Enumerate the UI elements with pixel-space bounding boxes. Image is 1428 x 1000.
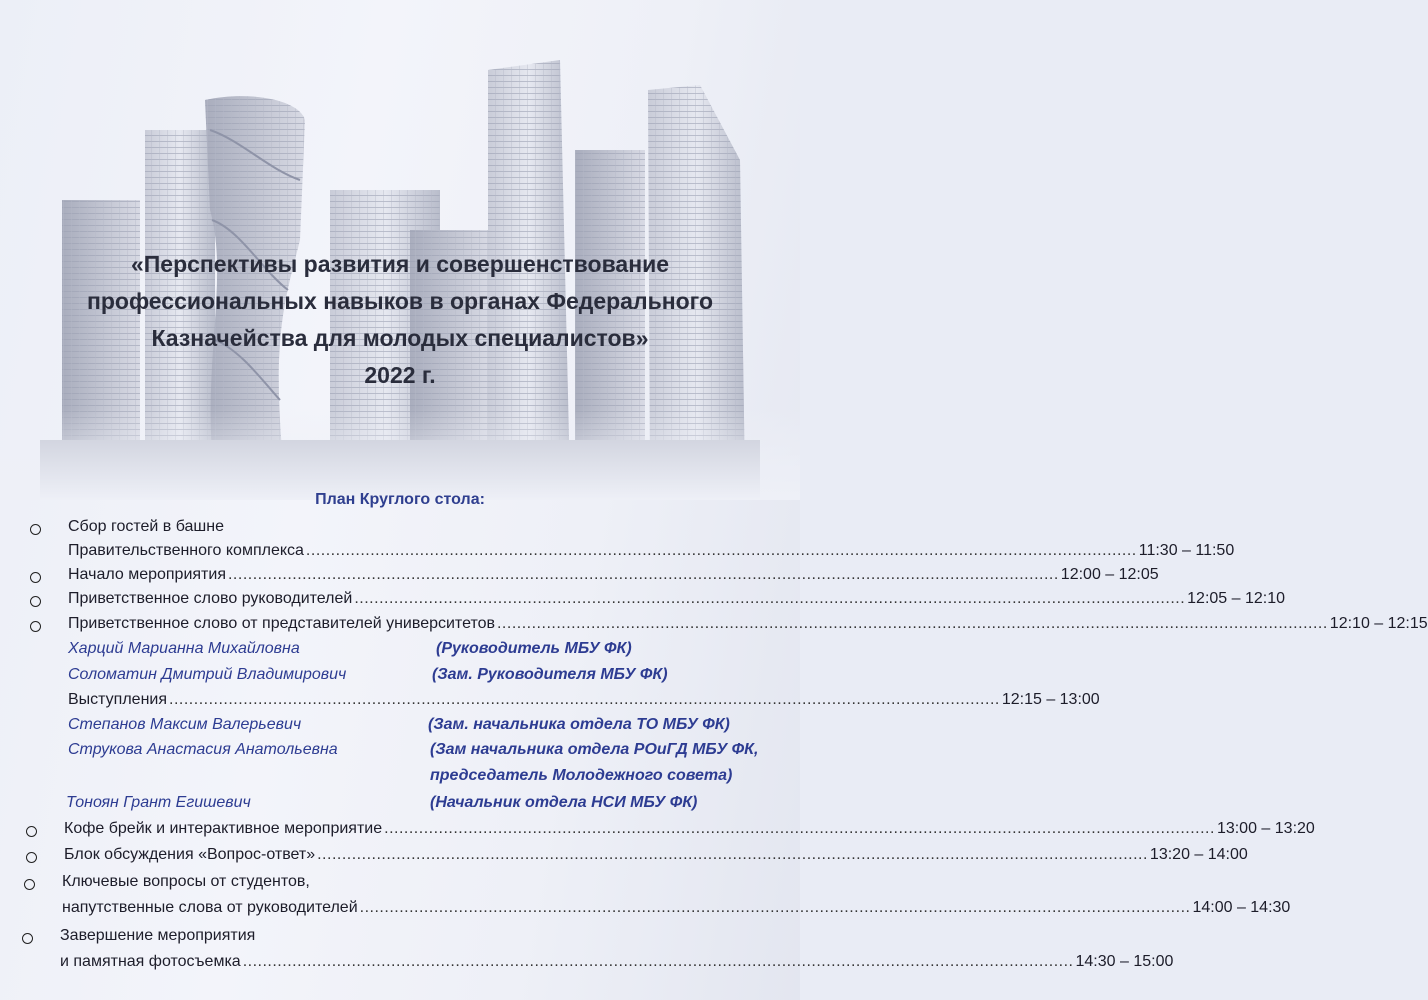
leader-dots: ........................................................................................................................................................................	[317, 846, 1148, 863]
agenda-item-continuation	[0, 899, 1291, 925]
agenda-item	[0, 846, 1248, 872]
bullet-icon	[26, 852, 37, 863]
agenda-time: 12:00 – 12:05	[1060, 566, 1159, 583]
agenda-item-label: Кофе брейк и интерактивное мероприятие	[64, 820, 383, 837]
leader-dots: ........................................................................................................................................................................	[242, 953, 1074, 970]
speaker-row	[0, 741, 800, 767]
plan-heading: План Круглого стола:	[315, 491, 485, 508]
speaker-name: Соломатин Дмитрий Владимирович	[68, 666, 347, 683]
agenda-time: 12:15 – 13:00	[1001, 691, 1100, 708]
speaker-role: (Зам. Руководителя МБУ ФК)	[432, 666, 668, 683]
agenda-item-label: Сбор гостей в башне	[68, 518, 224, 535]
speaker-name: Струкова Анастасия Анатольевна	[68, 741, 338, 758]
bullet-icon	[30, 596, 41, 607]
speaker-role: (Руководитель МБУ ФК)	[436, 640, 632, 657]
agenda-item	[0, 873, 800, 899]
agenda-time: 12:05 – 12:10	[1187, 590, 1286, 607]
agenda-item-label: Блок обсуждения «Вопрос-ответ»	[64, 846, 316, 863]
leader-dots: ........................................................................................................................................................................	[354, 590, 1186, 607]
agenda-time: 11:30 – 11:50	[1138, 542, 1235, 559]
agenda-time: 14:00 – 14:30	[1192, 899, 1291, 916]
speaker-role-continuation	[0, 767, 800, 793]
agenda-item	[0, 590, 1286, 616]
agenda-item-label: и памятная фотосъемка	[60, 953, 241, 970]
bullet-icon	[26, 826, 37, 837]
agenda-item	[0, 615, 1428, 641]
agenda-item	[0, 566, 1159, 592]
bullet-icon	[22, 933, 33, 944]
agenda-item-label: Приветственное слово руководителей	[68, 590, 353, 607]
leader-dots: ........................................................................................................................................................................	[384, 820, 1215, 837]
speaker-row	[0, 716, 800, 742]
agenda-item-continuation	[0, 953, 1174, 979]
leader-dots: ........................................................................................................................................................................	[359, 899, 1191, 916]
bullet-icon	[30, 621, 41, 632]
agenda-item	[0, 518, 800, 544]
speaker-row	[0, 640, 800, 666]
talks-row	[0, 691, 1100, 717]
speaker-name: Харций Марианна Михайловна	[68, 640, 300, 657]
agenda-item-label: Выступления	[68, 691, 168, 708]
leader-dots: ........................................................................................................................................................................	[305, 542, 1137, 559]
speaker-role: (Зам. начальника отдела ТО МБУ ФК)	[428, 716, 730, 733]
speaker-name: Тоноян Грант Егишевич	[66, 794, 251, 811]
title-line-3: Казначейства для молодых специалистов»	[151, 325, 649, 351]
agenda-item-label: Начало мероприятия	[68, 566, 226, 583]
bullet-icon	[30, 572, 41, 583]
speaker-row	[0, 794, 800, 820]
speaker-role: (Зам начальника отдела РОиГД МБУ ФК,	[430, 741, 759, 758]
agenda-item-label: напутственные слова от руководителей	[62, 899, 358, 916]
bullet-icon	[24, 879, 35, 890]
agenda-item-continuation	[0, 542, 1235, 568]
speaker-name: Степанов Максим Валерьевич	[68, 716, 302, 733]
speaker-row	[0, 666, 800, 692]
speaker-role: (Начальник отдела НСИ МБУ ФК)	[430, 794, 698, 811]
leader-dots: ........................................................................................................................................................................	[496, 615, 1328, 632]
agenda-item-label: Правительственного комплекса	[68, 542, 304, 559]
title-line-1: «Перспективы развития и совершенствование	[130, 251, 670, 277]
event-title	[40, 246, 760, 394]
agenda-item-label: Завершение мероприятия	[60, 927, 256, 944]
agenda-time: 13:20 – 14:00	[1149, 846, 1248, 863]
title-year: 2022 г.	[364, 362, 436, 388]
agenda-item-label: Ключевые вопросы от студентов,	[62, 873, 310, 890]
agenda-time: 14:30 – 15:00	[1075, 953, 1174, 970]
title-line-2: профессиональных навыков в органах Федерального	[86, 288, 713, 314]
agenda-item-label: Приветственное слово от представителей университетов	[68, 615, 495, 632]
leader-dots: ........................................................................................................................................................................	[169, 691, 1000, 708]
agenda-time: 13:00 – 13:20	[1216, 820, 1315, 837]
speaker-role: председатель Молодежного совета)	[430, 767, 733, 784]
agenda-time: 12:10 – 12:15	[1329, 615, 1428, 632]
bullet-icon	[30, 524, 41, 535]
leader-dots: ........................................................................................................................................................................	[227, 566, 1059, 583]
agenda-item	[0, 820, 1315, 846]
agenda-item	[0, 927, 800, 953]
